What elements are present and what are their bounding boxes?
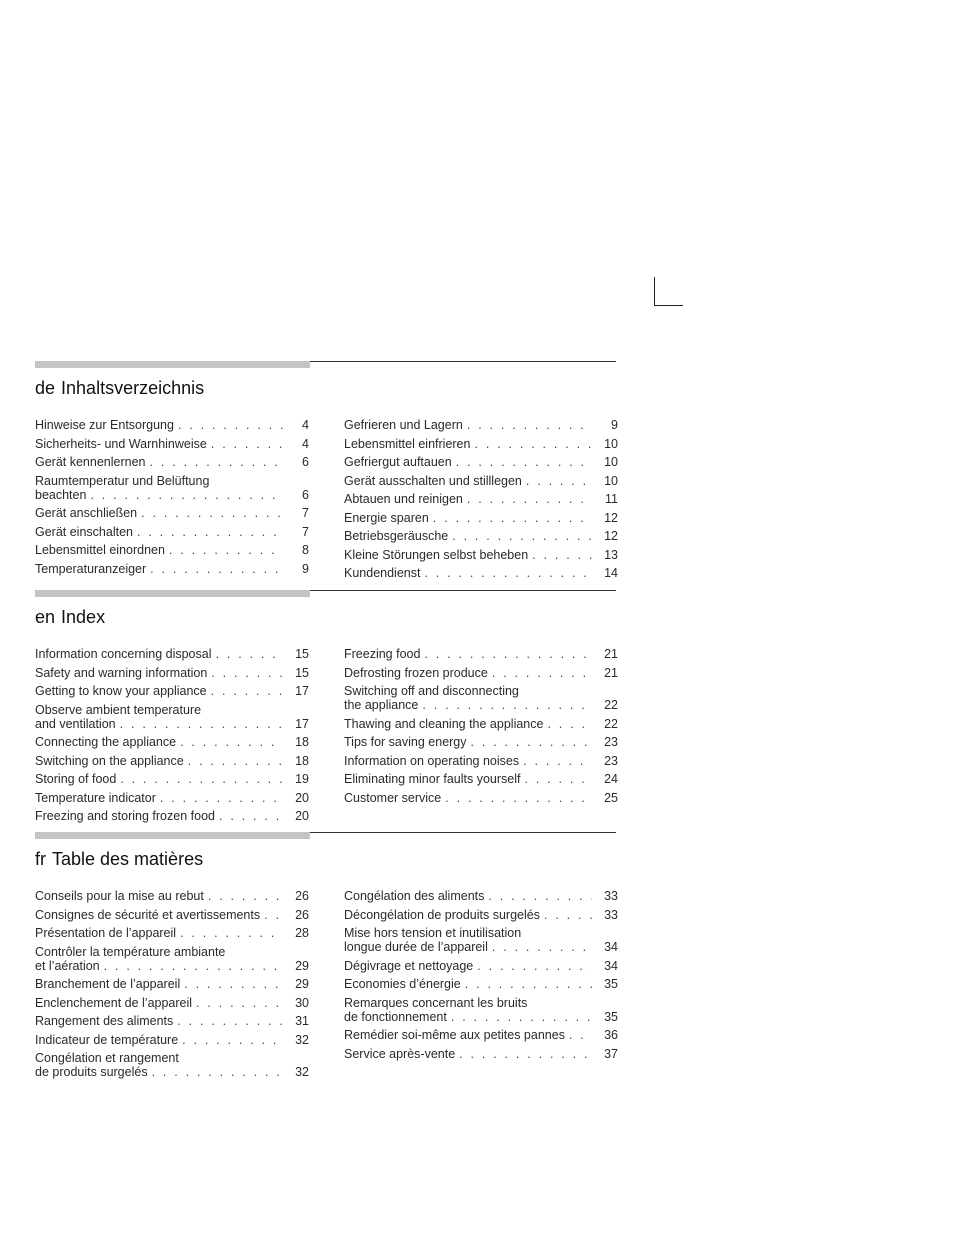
toc-entry-text: de fonctionnement bbox=[344, 1009, 447, 1024]
page-number: 34 bbox=[604, 958, 618, 973]
dot-leader bbox=[216, 647, 284, 661]
toc-entry-text: Abtauen und reinigen bbox=[344, 492, 463, 506]
toc-entry-text: et l’aération bbox=[35, 958, 100, 973]
dot-leader bbox=[467, 418, 592, 432]
page-number: 23 bbox=[604, 753, 618, 768]
toc-entry[interactable] bbox=[35, 772, 309, 786]
language-code: en bbox=[35, 607, 56, 627]
section-title: Table des matières bbox=[52, 849, 204, 869]
toc-entry-text: Temperaturanzeiger bbox=[35, 561, 147, 576]
page-number: 10 bbox=[604, 455, 618, 469]
toc-entry-text: Lebensmittel einordnen bbox=[35, 543, 165, 557]
toc-entry-text: Information on operating noises bbox=[344, 753, 520, 768]
page-number: 17 bbox=[295, 716, 309, 731]
crop-mark bbox=[654, 277, 683, 306]
toc-entry[interactable] bbox=[35, 996, 309, 1010]
toc-entry-text: Congélation et rangement bbox=[35, 1051, 179, 1065]
toc-entry[interactable] bbox=[344, 474, 618, 488]
toc-entry[interactable] bbox=[344, 735, 618, 749]
toc-entry[interactable] bbox=[35, 926, 309, 940]
toc-entry[interactable] bbox=[344, 754, 618, 768]
toc-entry-text: Branchement de l’appareil bbox=[35, 977, 181, 991]
toc-entry[interactable] bbox=[344, 418, 618, 432]
toc-entry-text: the appliance bbox=[344, 698, 419, 712]
toc-entry[interactable] bbox=[344, 791, 618, 805]
page-number: 6 bbox=[302, 455, 309, 469]
dot-leader bbox=[180, 926, 283, 940]
dot-leader bbox=[547, 717, 592, 731]
dot-leader bbox=[459, 1047, 592, 1061]
toc-entry[interactable] bbox=[35, 647, 309, 661]
toc-entry[interactable] bbox=[35, 703, 309, 731]
toc-entry-text: Customer service bbox=[344, 790, 442, 805]
toc-entry-text: Mise hors tension et inutilisation bbox=[344, 926, 522, 940]
toc-entry-text: Indicateur de température bbox=[35, 1032, 179, 1047]
page-number: 29 bbox=[295, 958, 309, 973]
toc-entry[interactable] bbox=[35, 1033, 309, 1047]
section-heading bbox=[35, 848, 616, 870]
toc-entry[interactable] bbox=[344, 977, 618, 991]
dot-leader bbox=[150, 562, 283, 576]
toc-entry-text: Contrôler la température ambiante bbox=[35, 944, 226, 959]
toc-entry-text: Gerät kennenlernen bbox=[35, 455, 146, 469]
toc-entry[interactable] bbox=[35, 735, 309, 749]
language-code: de bbox=[35, 378, 56, 398]
toc-entry[interactable] bbox=[35, 437, 309, 451]
dot-leader bbox=[90, 488, 283, 502]
toc-entry[interactable] bbox=[35, 455, 309, 469]
page-number: 20 bbox=[295, 790, 309, 805]
toc-entry-text: Conseils pour la mise au rebut bbox=[35, 889, 204, 903]
dot-leader bbox=[424, 647, 592, 661]
dot-leader bbox=[211, 666, 283, 680]
dot-leader bbox=[452, 529, 592, 543]
toc-entry-text: Freezing and storing frozen food bbox=[35, 809, 215, 823]
toc-column-right bbox=[344, 889, 618, 1065]
toc-entry-text: Enclenchement de l’appareil bbox=[35, 995, 193, 1010]
dot-leader bbox=[492, 940, 592, 954]
toc-entry-text: Eliminating minor faults yourself bbox=[344, 772, 521, 786]
page-number: 18 bbox=[295, 753, 309, 768]
toc-entry[interactable] bbox=[35, 1051, 309, 1079]
dot-leader bbox=[524, 772, 592, 786]
toc-entry-text: Thawing and cleaning the appliance bbox=[344, 716, 544, 731]
toc-entry-text: and ventilation bbox=[35, 716, 116, 731]
page-number: 8 bbox=[302, 543, 309, 557]
dot-leader bbox=[569, 1028, 592, 1042]
section-rule bbox=[35, 361, 616, 369]
toc-entry[interactable] bbox=[35, 562, 309, 576]
dot-leader bbox=[422, 698, 592, 712]
toc-entry[interactable] bbox=[35, 474, 309, 502]
toc-column-left bbox=[35, 889, 309, 1084]
dot-leader bbox=[465, 977, 592, 991]
page-number: 17 bbox=[295, 684, 309, 698]
toc-entry[interactable] bbox=[344, 908, 618, 922]
page-number: 12 bbox=[604, 529, 618, 543]
toc-entry[interactable] bbox=[35, 809, 309, 823]
dot-leader bbox=[180, 735, 283, 749]
page-number: 14 bbox=[604, 566, 618, 580]
dot-leader bbox=[150, 455, 284, 469]
toc-entry-text: Lebensmittel einfrieren bbox=[344, 436, 471, 451]
dot-leader bbox=[532, 548, 592, 562]
page-number: 10 bbox=[604, 436, 618, 451]
toc-entry[interactable] bbox=[344, 492, 618, 506]
toc-entry-text: Kundendienst bbox=[344, 566, 421, 580]
toc-entry[interactable] bbox=[344, 548, 618, 562]
dot-leader bbox=[451, 1010, 592, 1024]
dot-leader bbox=[160, 791, 283, 805]
language-code: fr bbox=[35, 849, 46, 869]
dot-leader bbox=[211, 437, 283, 451]
toc-section-de bbox=[35, 361, 618, 580]
dot-leader bbox=[492, 666, 592, 680]
section-title: Index bbox=[61, 607, 106, 627]
toc-entry[interactable] bbox=[344, 772, 618, 786]
toc-entry[interactable] bbox=[35, 684, 309, 698]
toc-entry[interactable] bbox=[35, 977, 309, 991]
dot-leader bbox=[471, 735, 592, 749]
page-number: 28 bbox=[295, 926, 309, 940]
page-number: 24 bbox=[604, 772, 618, 786]
toc-entry[interactable] bbox=[344, 1028, 618, 1042]
page-number: 33 bbox=[604, 889, 618, 903]
page-number: 19 bbox=[295, 772, 309, 786]
toc-entry-text: Gefriergut auftauen bbox=[344, 455, 452, 469]
toc-entry-text: Présentation de l’appareil bbox=[35, 926, 177, 940]
page-number: 7 bbox=[302, 506, 309, 520]
toc-entry-text: Sicherheits- und Warnhinweise bbox=[35, 436, 207, 451]
toc-entry[interactable] bbox=[35, 525, 309, 539]
toc-entry[interactable] bbox=[35, 1014, 309, 1028]
toc-entry-text: Getting to know your appliance bbox=[35, 684, 207, 698]
dot-leader bbox=[211, 684, 283, 698]
dot-leader bbox=[488, 889, 592, 903]
dot-leader bbox=[264, 908, 283, 922]
toc-entry[interactable] bbox=[344, 889, 618, 903]
dot-leader bbox=[523, 754, 592, 768]
toc-entry[interactable] bbox=[344, 996, 618, 1024]
dot-leader bbox=[477, 959, 592, 973]
toc-entry-text: Observe ambient temperature bbox=[35, 702, 202, 717]
page-number: 30 bbox=[295, 995, 309, 1010]
toc-entry[interactable] bbox=[344, 437, 618, 451]
page-number: 15 bbox=[295, 647, 309, 661]
toc-entry-text: Gerät einschalten bbox=[35, 524, 133, 539]
page-number: 26 bbox=[295, 889, 309, 903]
toc-entry-text: Tips for saving energy bbox=[344, 735, 467, 749]
toc-entry[interactable] bbox=[344, 647, 618, 661]
toc-entry-text: Rangement des aliments bbox=[35, 1014, 174, 1028]
toc-entry[interactable] bbox=[344, 959, 618, 973]
toc-entry[interactable] bbox=[35, 908, 309, 922]
toc-section-en bbox=[35, 590, 618, 823]
dot-leader bbox=[120, 772, 283, 786]
page-number: 13 bbox=[604, 547, 618, 562]
toc-entry-text: Remédier soi-même aux petites pannes bbox=[344, 1028, 565, 1042]
dot-leader bbox=[141, 506, 283, 520]
page-number: 9 bbox=[611, 418, 618, 432]
page-number: 33 bbox=[604, 907, 618, 922]
dot-leader bbox=[433, 511, 592, 525]
toc-entry[interactable] bbox=[344, 1047, 618, 1061]
section-title: Inhaltsverzeichnis bbox=[61, 378, 205, 398]
toc-entry-text: Safety and warning information bbox=[35, 665, 208, 680]
toc-column-left bbox=[35, 647, 309, 828]
page-number: 21 bbox=[604, 647, 618, 661]
page-number: 34 bbox=[604, 940, 618, 954]
dot-leader bbox=[526, 474, 592, 488]
dot-leader bbox=[445, 791, 592, 805]
page-number: 22 bbox=[604, 716, 618, 731]
toc-entry-text: Consignes de sécurité et avertissements bbox=[35, 907, 261, 922]
toc-entry-text: Raumtemperatur und Belüftung bbox=[35, 473, 210, 488]
toc-entry[interactable] bbox=[344, 511, 618, 525]
dot-leader bbox=[184, 977, 283, 991]
dot-leader bbox=[196, 996, 283, 1010]
toc-entry[interactable] bbox=[35, 506, 309, 520]
toc-entry-text: Gerät anschließen bbox=[35, 506, 138, 520]
dot-leader bbox=[474, 437, 592, 451]
toc-entry-text: Freezing food bbox=[344, 647, 421, 661]
page-number: 15 bbox=[295, 665, 309, 680]
page-number: 7 bbox=[302, 524, 309, 539]
page-number: 18 bbox=[295, 735, 309, 749]
toc-entry[interactable] bbox=[344, 666, 618, 680]
dot-leader bbox=[467, 492, 592, 506]
dot-leader bbox=[104, 959, 283, 973]
page-number: 25 bbox=[604, 790, 618, 805]
toc-entry-text: Congélation des aliments bbox=[344, 889, 485, 903]
toc-entry-text: Betriebsgeräusche bbox=[344, 529, 449, 543]
toc-entry[interactable] bbox=[35, 945, 309, 973]
section-heading bbox=[35, 377, 616, 399]
toc-entry-text: Dégivrage et nettoyage bbox=[344, 958, 474, 973]
page-number: 29 bbox=[295, 977, 309, 991]
toc-column-left bbox=[35, 418, 309, 580]
dot-leader bbox=[178, 418, 283, 432]
page-number: 6 bbox=[302, 487, 309, 502]
dot-leader bbox=[544, 908, 592, 922]
toc-entry[interactable] bbox=[344, 684, 618, 712]
dot-leader bbox=[182, 1033, 283, 1047]
toc-column-right bbox=[344, 418, 618, 585]
toc-entry[interactable] bbox=[344, 529, 618, 543]
dot-leader bbox=[456, 455, 592, 469]
toc-entry[interactable] bbox=[35, 543, 309, 557]
section-rule bbox=[35, 590, 616, 598]
dot-leader bbox=[120, 717, 283, 731]
toc-entry[interactable] bbox=[35, 418, 309, 432]
toc-entry[interactable] bbox=[344, 926, 618, 954]
toc-entry-text: Economies d’énergie bbox=[344, 977, 461, 991]
section-heading bbox=[35, 606, 616, 628]
dot-leader bbox=[188, 754, 283, 768]
page-number: 35 bbox=[604, 977, 618, 991]
toc-entry-text: Remarques concernant les bruits bbox=[344, 995, 528, 1010]
toc-entry[interactable] bbox=[35, 889, 309, 903]
toc-entry[interactable] bbox=[35, 791, 309, 805]
dot-leader bbox=[219, 809, 283, 823]
toc-entry-text: Energie sparen bbox=[344, 510, 429, 525]
toc-entry[interactable] bbox=[344, 566, 618, 580]
toc-entry-text: Information concerning disposal bbox=[35, 647, 212, 661]
page-number: 35 bbox=[604, 1009, 618, 1024]
page-number: 32 bbox=[295, 1032, 309, 1047]
page-number: 4 bbox=[302, 418, 309, 432]
page-number: 36 bbox=[604, 1028, 618, 1042]
toc-entry-text: Connecting the appliance bbox=[35, 735, 177, 749]
toc-column-right bbox=[344, 647, 618, 809]
page-number: 10 bbox=[604, 473, 618, 488]
toc-entry-text: Defrosting frozen produce bbox=[344, 665, 488, 680]
toc-entry-text: Storing of food bbox=[35, 772, 117, 786]
dot-leader bbox=[208, 889, 283, 903]
page-number: 23 bbox=[604, 735, 618, 749]
page-number: 12 bbox=[604, 510, 618, 525]
dot-leader bbox=[424, 566, 592, 580]
toc-entry-text: Service après-vente bbox=[344, 1046, 456, 1061]
toc-entry-text: Gefrieren und Lagern bbox=[344, 418, 463, 432]
toc-entry-text: Temperature indicator bbox=[35, 790, 156, 805]
toc-entry[interactable] bbox=[35, 666, 309, 680]
toc-entry-text: longue durée de l’appareil bbox=[344, 940, 488, 954]
toc-entry[interactable] bbox=[344, 455, 618, 469]
page-number: 4 bbox=[302, 436, 309, 451]
page-number: 32 bbox=[295, 1065, 309, 1079]
page-number: 11 bbox=[605, 492, 618, 506]
page-number: 22 bbox=[604, 698, 618, 712]
toc-entry-text: Décongélation de produits surgelés bbox=[344, 907, 540, 922]
toc-entry[interactable] bbox=[35, 754, 309, 768]
toc-entry-text: de produits surgelés bbox=[35, 1065, 148, 1079]
page-number: 26 bbox=[295, 907, 309, 922]
toc-section-fr bbox=[35, 832, 618, 1079]
toc-entry-text: Gerät ausschalten und stilllegen bbox=[344, 473, 522, 488]
toc-entry-text: Kleine Störungen selbst beheben bbox=[344, 547, 529, 562]
page-number: 20 bbox=[295, 809, 309, 823]
section-rule bbox=[35, 832, 616, 840]
toc-entry[interactable] bbox=[344, 717, 618, 731]
page-number: 37 bbox=[604, 1046, 618, 1061]
dot-leader bbox=[169, 543, 283, 557]
toc-entry-text: Switching off and disconnecting bbox=[344, 684, 519, 698]
page-number: 21 bbox=[604, 665, 618, 680]
toc-entry-text: Hinweise zur Entsorgung bbox=[35, 418, 174, 432]
dot-leader bbox=[137, 525, 283, 539]
dot-leader bbox=[152, 1065, 283, 1079]
toc-entry-text: beachten bbox=[35, 487, 87, 502]
dot-leader bbox=[177, 1014, 283, 1028]
page-number: 31 bbox=[295, 1014, 309, 1028]
toc-entry-text: Switching on the appliance bbox=[35, 753, 184, 768]
page-number: 9 bbox=[302, 561, 309, 576]
